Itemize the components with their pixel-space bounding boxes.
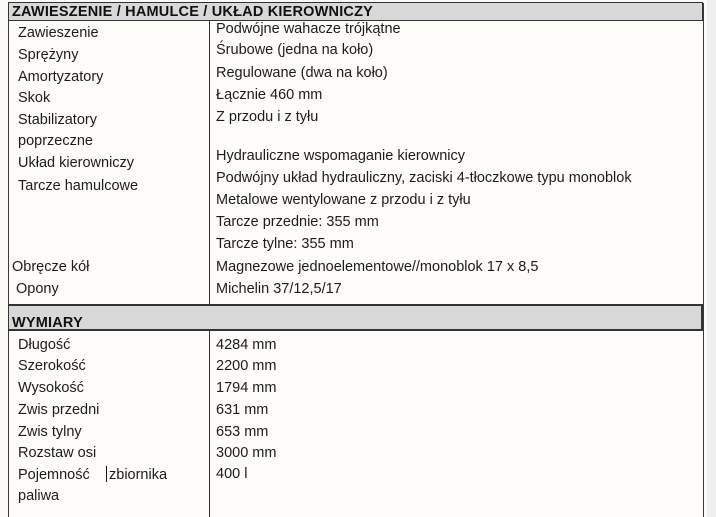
label-height[interactable]: Wysokość: [18, 380, 84, 396]
value-brakes-type[interactable]: Metalowe wentylowane z przodu i z tyłu: [216, 192, 471, 208]
label-springs[interactable]: Sprężyny: [18, 47, 79, 63]
value-travel[interactable]: Łącznie 460 mm: [216, 87, 323, 103]
value-width[interactable]: 2200 mm: [216, 358, 277, 374]
section-header-suspension: ZAWIESZENIE / HAMULCE / UKŁAD KIEROWNICZY: [8, 2, 703, 21]
value-wheels[interactable]: Magnezowe jednoelementowe//monoblok 17 x 8,5: [216, 259, 539, 275]
label-length[interactable]: Długość: [18, 337, 71, 353]
label-front-overhang[interactable]: Zwis przedni: [18, 402, 100, 418]
label-stabilizers[interactable]: Stabilizatory: [18, 112, 97, 128]
label-width[interactable]: Szerokość: [18, 358, 86, 374]
value-front-overhang[interactable]: 631 mm: [216, 402, 269, 418]
label-steering[interactable]: Układ kierowniczy: [18, 155, 135, 171]
value-springs[interactable]: Śrubowe (jedna na koło): [216, 42, 374, 58]
value-height[interactable]: 1794 mm: [216, 380, 277, 396]
value-discs-rear[interactable]: Tarcze tylne: 355 mm: [216, 236, 354, 252]
value-tyres[interactable]: Michelin 37/12,5/17: [216, 281, 342, 297]
label-suspension[interactable]: Zawieszenie: [18, 25, 99, 41]
value-fuel-tank[interactable]: 400 l: [216, 466, 248, 482]
section-header-dimensions: WYMIARY: [8, 304, 703, 331]
value-dampers[interactable]: Regulowane (dwa na koło): [216, 65, 388, 81]
value-length[interactable]: 4284 mm: [216, 337, 277, 353]
value-discs-front[interactable]: Tarcze przednie: 355 mm: [216, 214, 379, 230]
column-divider: [209, 21, 210, 304]
value-suspension[interactable]: Podwójne wahacze trójkątne: [216, 21, 401, 37]
value-wheelbase[interactable]: 3000 mm: [216, 445, 277, 461]
label-dampers[interactable]: Amortyzatory: [18, 69, 104, 85]
label-tyres[interactable]: Opony: [16, 281, 59, 297]
label-wheelbase[interactable]: Rozstaw osi: [18, 445, 97, 461]
label-wheels[interactable]: Obręcze kół: [12, 259, 90, 275]
label-travel[interactable]: Skok: [18, 90, 51, 106]
column-divider: [209, 331, 210, 517]
label-fuel-tank-word2[interactable]: zbiornika: [109, 467, 168, 483]
label-fuel-tank[interactable]: Pojemność: [18, 467, 90, 483]
value-rear-overhang[interactable]: 653 mm: [216, 424, 269, 440]
value-brakes-system[interactable]: Podwójny układ hydrauliczny, zaciski 4-tłoczkowe typu monoblok: [216, 170, 632, 186]
value-steering[interactable]: Hydrauliczne wspomaganie kierownicy: [216, 148, 466, 164]
label-stabilizers-line2[interactable]: poprzeczne: [18, 133, 93, 149]
label-fuel-tank-line2[interactable]: paliwa: [18, 488, 60, 504]
label-brake-discs[interactable]: Tarcze hamulcowe: [18, 178, 139, 194]
page-edge: [707, 0, 716, 517]
label-rear-overhang[interactable]: Zwis tylny: [18, 424, 82, 440]
text-cursor: [106, 466, 107, 482]
value-stabilizers[interactable]: Z przodu i z tyłu: [216, 109, 319, 125]
